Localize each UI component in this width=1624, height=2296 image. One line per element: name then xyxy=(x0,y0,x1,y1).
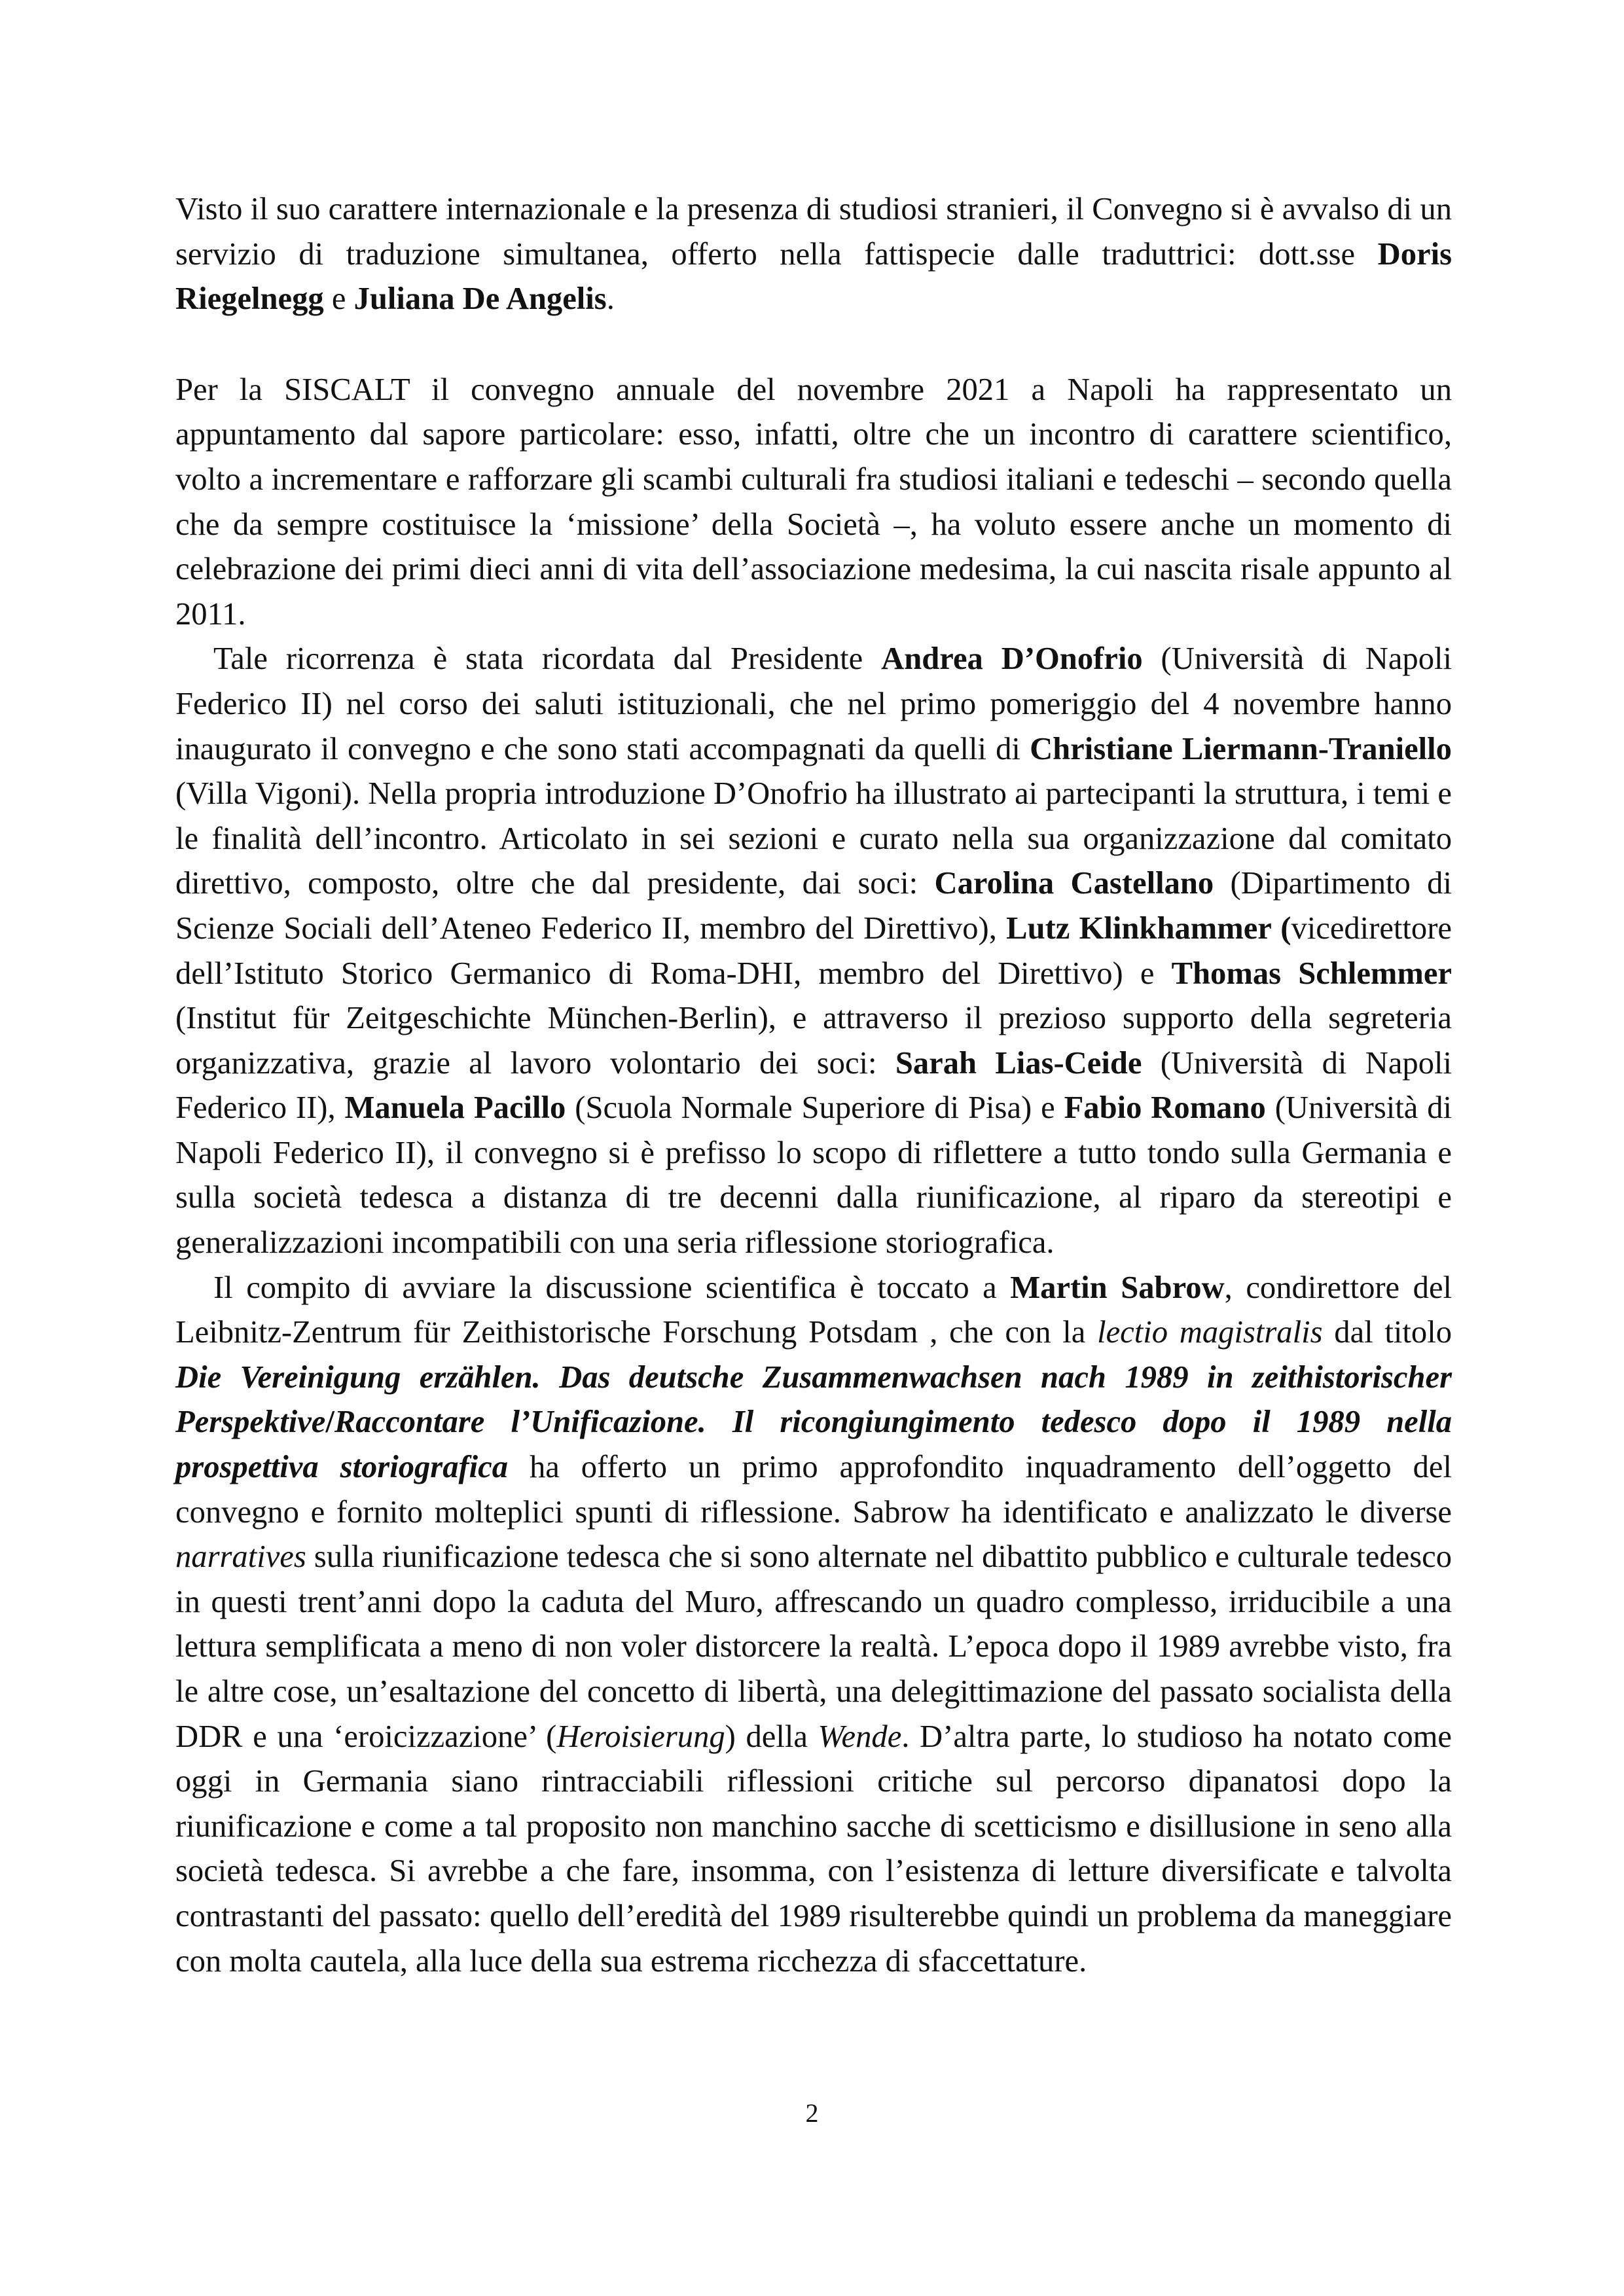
lecture-title-italian: Raccontare l’Unificazione. Il ricongiungimento tedesco dopo il 1989 nella prospettiva storiografica xyxy=(175,1404,1452,1485)
paragraph-text: vicedirettore dell’Istituto Storico Germanico di Roma-DHI, membro del Direttivo) e xyxy=(175,910,1452,991)
paragraph-lectio-magistralis xyxy=(175,1265,1452,1984)
paragraph-text: Il compito di avviare la discussione scientifica è toccato a xyxy=(213,1269,1011,1305)
paragraph-text: Tale ricorrenza è stata ricordata dal Presidente xyxy=(213,641,882,677)
paragraph-text: . xyxy=(606,281,615,317)
paragraph-siscalt-anniversary xyxy=(175,367,1452,637)
paragraph-text: e xyxy=(323,281,354,317)
paragraph-institutional-greetings xyxy=(175,636,1452,1265)
italic-term: Heroisierung xyxy=(556,1718,725,1754)
paragraph-text: ) della xyxy=(725,1718,818,1754)
paragraph-text: dal titolo xyxy=(1322,1314,1452,1350)
person-name: Fabio Romano xyxy=(1064,1090,1266,1126)
paragraph-text: ha offerto un primo approfondito inquadramento dell’oggetto del convegno e fornito molteplici spunti di riflessione. Sabrow ha identificato e analizzato le diverse xyxy=(175,1449,1452,1530)
person-name: Andrea D’Onofrio xyxy=(881,641,1143,677)
page-number: 2 xyxy=(805,2098,819,2128)
paragraph-text: (Università di Napoli Federico II), xyxy=(175,1045,1452,1126)
paragraph-text: . D’altra parte, lo studioso ha notato come oggi in Germania siano rintracciabili riflessioni critiche sul percorso dipanatosi dopo la riunificazione e come a tal proposito non manchino sacche di scetticismo e disillusione in seno alla società tedesca. Si avrebbe a che fare, insomma, con l’esistenza di letture diversificate e talvolta contrastanti del passato: quello dell’eredità del 1989 risulterebbe quindi un problema da maneggiare con molta cautela, alla luce della sua estrema ricchezza di sfaccettature. xyxy=(175,1718,1452,1979)
paragraph-text: (Università di Napoli Federico II), il convegno si è prefisso lo scopo di riflettere a tutto tondo sulla Germania e sulla società tedesca a distanza di tre decenni dalla riunificazione, al riparo da stereotipi e generalizzazioni incompatibili con una seria riflessione storiografica. xyxy=(175,1090,1452,1261)
person-name: Sarah Lias-Ceide xyxy=(895,1045,1142,1081)
paragraph-text: (Villa Vigoni). Nella propria introduzione D’Onofrio ha illustrato ai partecipanti la struttura, i temi e le finalità dell’incontro. Articolato in sei sezioni e curato nella sua organizzazione dal comitato direttivo, composto, oltre che dal presidente, dai soci: xyxy=(175,776,1452,901)
person-name: Doris Riegelnegg xyxy=(175,236,1452,317)
person-name: Thomas Schlemmer xyxy=(1171,955,1453,991)
person-name: Christiane Liermann-Traniello xyxy=(1030,730,1452,766)
paragraph-text: (Università di Napoli Federico II) nel corso dei saluti istituzionali, che nel primo pomeriggio del 4 novembre hanno inaugurato il convegno e che sono stati accompagnati da quelli di xyxy=(175,641,1452,766)
paragraph-translation-service xyxy=(175,187,1452,321)
lecture-title-german: Die Vereinigung erzählen. Das deutsche Zusammenwachsen nach 1989 in zeithistorischer Perspektive xyxy=(175,1359,1452,1440)
paragraph-text: , condirettore del Leibnitz-Zentrum für Zeithistorische Forschung Potsdam , che con la xyxy=(175,1269,1453,1350)
italic-term: lectio magistralis xyxy=(1097,1314,1323,1350)
italic-term: Wende xyxy=(818,1718,902,1754)
paragraph-text: Visto il suo carattere internazionale e la presenza di studiosi stranieri, il Convegno si è avvalso di un servizio di traduzione simultanea, offerto nella fattispecie dalle traduttrici: dott.sse xyxy=(175,191,1452,272)
paragraph-text: (Scuola Normale Superiore di Pisa) e xyxy=(566,1090,1064,1126)
person-name: Martin Sabrow xyxy=(1010,1269,1225,1305)
paragraph-text: sulla riunificazione tedesca che si sono alternate nel dibattito pubblico e culturale tedesco in questi trent’anni dopo la caduta del Muro, affrescando un quadro complesso, irriducibile a una lettura semplificata a meno di non voler distorcere la realtà. L’epoca dopo il 1989 avrebbe visto, fra le altre cose, un’esaltazione del concetto di libertà, una delegittimazione del passato socialista della DDR e una ‘eroicizzazione’ ( xyxy=(175,1539,1452,1754)
document-body xyxy=(175,187,1452,1983)
title-separator: / xyxy=(325,1404,334,1440)
person-name: Carolina Castellano xyxy=(934,865,1214,901)
person-name: Manuela Pacillo xyxy=(344,1090,566,1126)
paragraph-text: (Institut für Zeitgeschichte München-Berlin), e attraverso il prezioso supporto della segreteria organizzativa, grazie al lavoro volontario dei soci: xyxy=(175,1000,1452,1081)
person-name: Juliana De Angelis xyxy=(353,281,607,317)
person-name: Lutz Klinkhammer ( xyxy=(1006,910,1291,946)
paragraph-text: (Dipartimento di Scienze Sociali dell’Ateneo Federico II, membro del Direttivo), xyxy=(175,865,1452,946)
paragraph-text: Per la SISCALT il convegno annuale del novembre 2021 a Napoli ha rappresentato un appuntamento dal sapore particolare: esso, infatti, oltre che un incontro di carattere scientifico, volto a incrementare e rafforzare gli scambi culturali fra studiosi italiani e tedeschi – secondo quella che da sempre costituisce la ‘missione’ della Società –, ha voluto essere anche un momento di celebrazione dei primi dieci anni di vita dell’associazione medesima, la cui nascita risale appunto al 2011. xyxy=(175,371,1452,632)
italic-term: narratives xyxy=(175,1539,306,1575)
